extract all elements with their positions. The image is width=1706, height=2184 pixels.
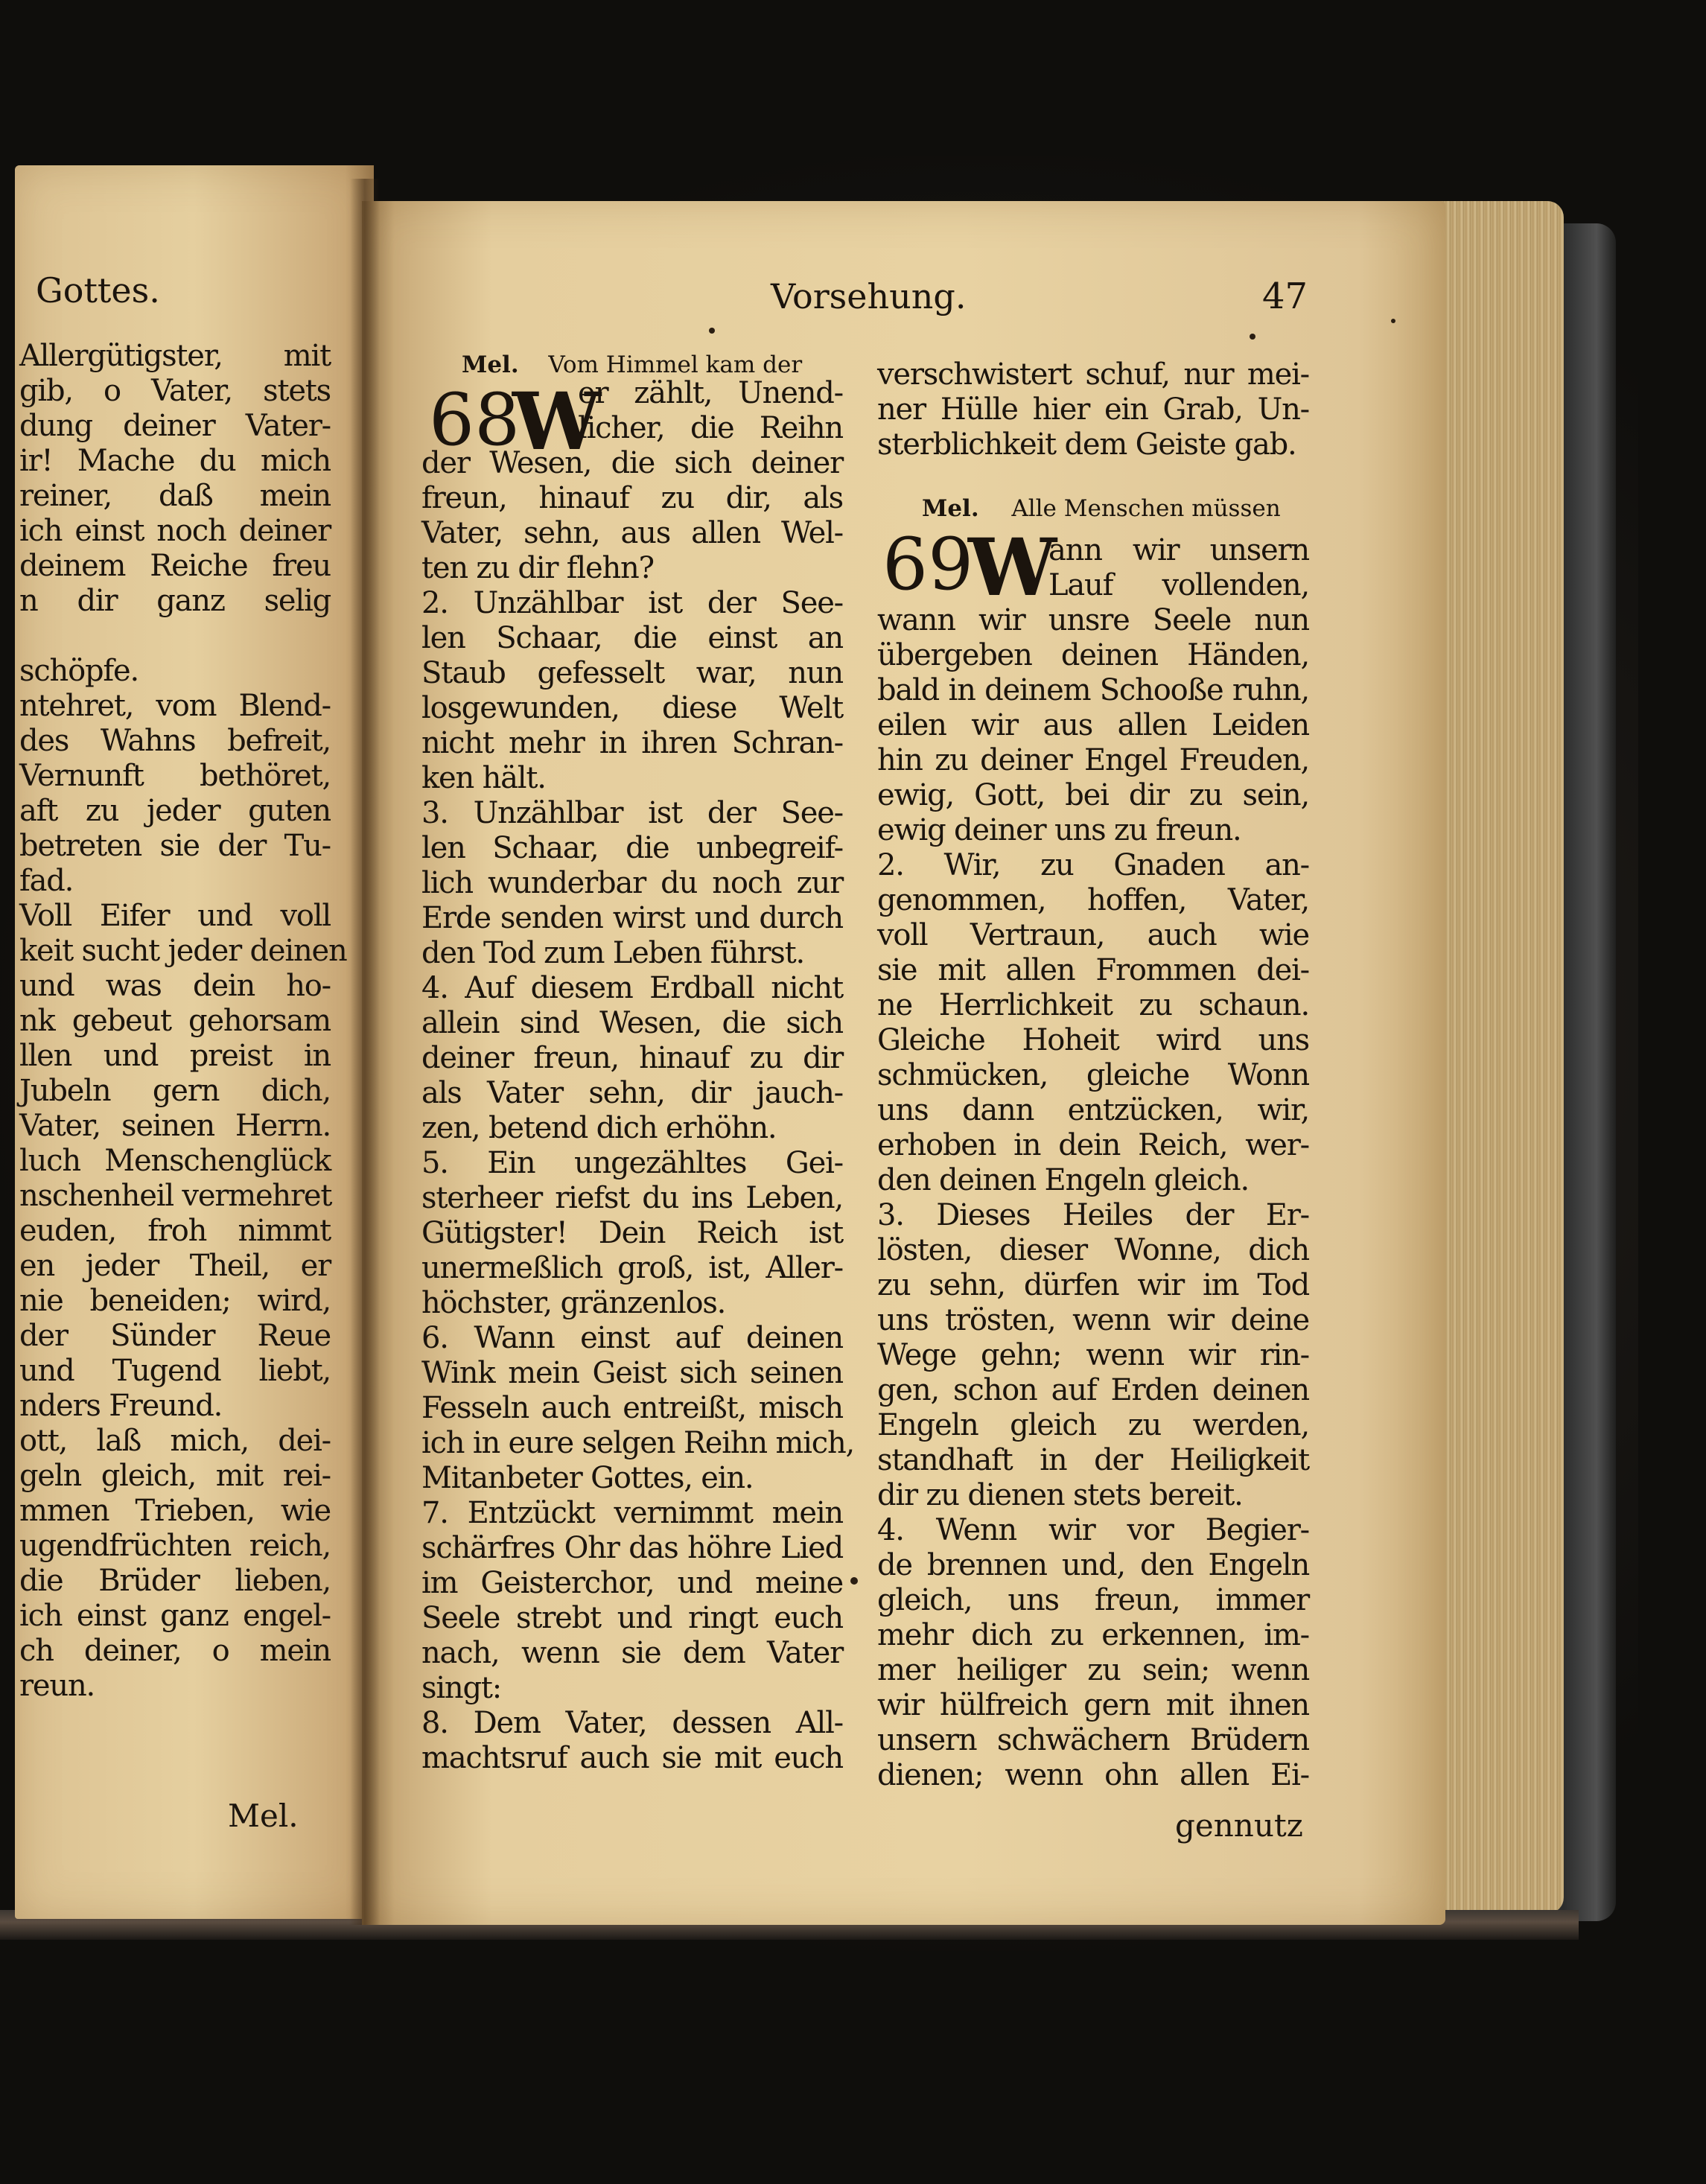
hymn69-line: Engeln gleich zu werden, bbox=[877, 1408, 1309, 1442]
left-page-line: euden, froh nimmt bbox=[19, 1214, 331, 1248]
hymn69-line: eilen wir aus allen Leiden bbox=[877, 708, 1309, 742]
hymn69-line: unsern schwächern Brüdern bbox=[877, 1723, 1309, 1757]
left-page-line: luch Menschenglück bbox=[19, 1144, 331, 1178]
hymn68-line: 6. Wann einst auf deinen bbox=[421, 1321, 843, 1355]
paper-speck bbox=[850, 1577, 858, 1585]
hymn68-line: len Schaar, die einst an bbox=[421, 621, 843, 655]
hymn69-line: sie mit allen Frommen dei- bbox=[877, 953, 1309, 987]
left-page-line: aft zu jeder guten bbox=[19, 794, 331, 828]
hymn69-text bbox=[877, 533, 1309, 1793]
hymn69-line: 3. Dieses Heiles der Er- bbox=[877, 1198, 1309, 1232]
hymn69-line: zu sehn, dürfen wir im Tod bbox=[877, 1268, 1309, 1302]
left-page-line: reiner, daß mein bbox=[19, 479, 331, 513]
hymn69-line: gleich, uns freun, immer bbox=[877, 1583, 1309, 1617]
left-page-line: deinem Reiche freu bbox=[19, 549, 331, 583]
hymn69-line: mer heiliger zu sein; wenn bbox=[877, 1653, 1309, 1687]
hymn68-text bbox=[421, 376, 855, 1776]
left-page-line: llen und preist in bbox=[19, 1039, 331, 1073]
left-page-line: n dir ganz selig bbox=[19, 584, 331, 618]
hymn69-line: voll Vertraun, auch wie bbox=[877, 918, 1309, 952]
hymn68-drop-cap: W bbox=[512, 375, 602, 468]
left-page-line: fad. bbox=[19, 864, 74, 898]
left-page-line: nders Freund. bbox=[19, 1389, 223, 1423]
hymn68-line: singt: bbox=[421, 1671, 502, 1705]
hymn69-melody-line bbox=[922, 494, 1281, 523]
left-page-line: keit sucht jeder deinen bbox=[19, 934, 347, 968]
left-page-line: Allergütigster, mit bbox=[19, 339, 331, 373]
hymn68-line: machtsruf auch sie mit euch bbox=[421, 1741, 843, 1775]
left-page-line: en jeder Theil, er bbox=[19, 1249, 331, 1283]
col2-line: ner Hülle hier ein Grab, Un- bbox=[877, 392, 1309, 427]
left-page-line: des Wahns befreit, bbox=[19, 724, 331, 758]
hymn68-line: den Tod zum Leben führst. bbox=[421, 936, 804, 970]
hymn68-line: schärfres Ohr das höhre Lied bbox=[421, 1531, 843, 1565]
hymn69-line: Lauf vollenden, bbox=[1048, 568, 1309, 602]
hymn68-line: er zählt, Unend- bbox=[578, 376, 843, 410]
left-page-line: reun. bbox=[19, 1669, 95, 1703]
hymn69-line: wir hülfreich gern mit ihnen bbox=[877, 1688, 1309, 1722]
hymn68-line: sterheer riefst du ins Leben, bbox=[421, 1181, 843, 1215]
hymn69-line: Wege gehn; wenn wir rin- bbox=[877, 1338, 1309, 1372]
hymn68-line: nicht mehr in ihren Schran- bbox=[421, 726, 843, 760]
left-page-line: ch deiner, o mein bbox=[19, 1634, 331, 1668]
right-catchword: gennutz bbox=[1175, 1807, 1303, 1844]
hymn68-mel-label: Mel. bbox=[462, 351, 519, 378]
hymn68-line: 3. Unzählbar ist der See- bbox=[421, 796, 843, 830]
left-page-line: Vernunft bethöret, bbox=[19, 759, 331, 793]
left-page-line: und was dein ho- bbox=[19, 969, 331, 1003]
left-page-line: dung deiner Vater- bbox=[19, 409, 331, 443]
hymn69-line: lösten, dieser Wonne, dich bbox=[877, 1233, 1309, 1267]
hymn69-line: genommen, hoffen, Vater, bbox=[877, 883, 1309, 917]
hymn68-line: als Vater sehn, dir jauch- bbox=[421, 1076, 843, 1110]
left-page-line: die Brüder lieben, bbox=[19, 1564, 331, 1598]
left-page-line: gib, o Vater, stets bbox=[19, 374, 331, 408]
left-page-line: ich einst noch deiner bbox=[19, 514, 331, 548]
hymn69-line: gen, schon auf Erden deinen bbox=[877, 1373, 1309, 1407]
hymn69-number: 69 bbox=[882, 523, 974, 606]
hymn68-line: der Wesen, die sich deiner bbox=[421, 446, 843, 480]
book-gutter bbox=[350, 179, 380, 1925]
hymn68-line: Fesseln auch entreißt, misch bbox=[421, 1391, 843, 1425]
hymn68-line: Staub gefesselt war, nun bbox=[421, 656, 843, 690]
left-page-line: Voll Eifer und voll bbox=[19, 899, 331, 933]
left-text-column bbox=[19, 339, 347, 1704]
col2-line: verschwistert schuf, nur mei- bbox=[877, 357, 1309, 392]
paper-speck bbox=[709, 328, 715, 334]
hymn69-line: 2. Wir, zu Gnaden an- bbox=[877, 848, 1309, 882]
hymn69-line: uns dann entzücken, wir, bbox=[877, 1093, 1309, 1127]
hymn68-line: 4. Auf diesem Erdball nicht bbox=[421, 971, 843, 1005]
left-page-line: mmen Trieben, wie bbox=[19, 1494, 331, 1528]
hymn69-mel-text: Alle Menschen müssen bbox=[1011, 495, 1281, 522]
left-page-line: betreten sie der Tu- bbox=[19, 829, 331, 863]
hymn69-line: hin zu deiner Engel Freuden, bbox=[877, 743, 1309, 777]
hymn69-line: bald in deinem Schooße ruhn, bbox=[877, 673, 1309, 707]
left-page-line: nie beneiden; wird, bbox=[19, 1284, 331, 1318]
hymn68-line: Mitanbeter Gottes, ein. bbox=[421, 1461, 754, 1495]
hymn69-line: mehr dich zu erkennen, im- bbox=[877, 1618, 1309, 1652]
hymn68-line: allein sind Wesen, die sich bbox=[421, 1006, 843, 1040]
paper-speck bbox=[1250, 334, 1255, 340]
left-page-line: ntehret, vom Blend- bbox=[19, 689, 331, 723]
left-page-line: nk gebeut gehorsam bbox=[19, 1004, 331, 1038]
hymn68-line: Vater, sehn, aus allen Wel- bbox=[421, 516, 843, 550]
left-page-line: geln gleich, mit rei- bbox=[19, 1459, 331, 1493]
left-page-line: und Tugend liebt, bbox=[19, 1354, 331, 1388]
left-catchword: Mel. bbox=[228, 1798, 299, 1834]
hymn68-line: zen, betend dich erhöhn. bbox=[421, 1111, 777, 1145]
left-page-line: ir! Mache du mich bbox=[19, 444, 331, 478]
left-page-line: nschenheil vermehret bbox=[19, 1179, 332, 1213]
hymn69-line: ewig, Gott, bei dir zu sein, bbox=[877, 778, 1309, 812]
hymn69-line: schmücken, gleiche Wonn bbox=[877, 1058, 1309, 1092]
hymn68-line: unermeßlich groß, ist, Aller- bbox=[421, 1251, 843, 1285]
hymn69-line: uns trösten, wenn wir deine bbox=[877, 1303, 1309, 1337]
hymn69-line: ewig deiner uns zu freun. bbox=[877, 813, 1241, 847]
hymn69-line: ann wir unsern bbox=[1048, 533, 1309, 567]
hymn68-line: ken hält. bbox=[421, 761, 546, 795]
hymn68-line: Seele strebt und ringt euch bbox=[421, 1601, 843, 1635]
hymn69-line: wann wir unsre Seele nun bbox=[877, 603, 1309, 637]
hymn69-line: Gleiche Hoheit wird uns bbox=[877, 1023, 1309, 1057]
hymn68-line: losgewunden, diese Welt bbox=[421, 691, 843, 725]
hymn68-line: deiner freun, hinauf zu dir bbox=[421, 1041, 843, 1075]
hymn69-line: ne Herrlichkeit zu schaun. bbox=[877, 988, 1309, 1022]
paper-speck bbox=[1391, 319, 1395, 323]
hymn69-line: übergeben deinen Händen, bbox=[877, 638, 1309, 672]
hymn69-line: erhoben in dein Reich, wer- bbox=[877, 1128, 1309, 1162]
hymn68-number: 68 bbox=[429, 378, 521, 462]
hymn69-line: de brennen und, den Engeln bbox=[877, 1548, 1309, 1582]
hymn69-line: dir zu dienen stets bereit. bbox=[877, 1478, 1243, 1512]
hymn68-line: Wink mein Geist sich seinen bbox=[421, 1356, 843, 1390]
left-page-line: ugendfrüchten reich, bbox=[19, 1529, 331, 1563]
right-running-head: Vorsehung. bbox=[771, 276, 967, 316]
left-page-line: ich einst ganz engel- bbox=[19, 1599, 331, 1633]
page-block-edge bbox=[1437, 201, 1564, 1914]
hymn69-drop-cap: W bbox=[968, 520, 1057, 614]
hymn68-line: Gütigster! Dein Reich ist bbox=[421, 1216, 843, 1250]
hymn69-line: 4. Wenn wir vor Begier- bbox=[877, 1513, 1309, 1547]
hymn68-line: 5. Ein ungezähltes Gei- bbox=[421, 1146, 843, 1180]
hymn68-line: Erde senden wirst und durch bbox=[421, 901, 843, 935]
left-page-line: der Sünder Reue bbox=[19, 1319, 331, 1353]
col2-line: sterblichkeit dem Geiste gab. bbox=[877, 427, 1296, 462]
hymn69-line: dienen; wenn ohn allen Ei- bbox=[877, 1758, 1309, 1792]
left-page-line bbox=[19, 619, 331, 654]
hymn68-line: ich in eure selgen Reihn mich, bbox=[421, 1426, 855, 1460]
hymn68-line: freun, hinauf zu dir, als bbox=[421, 481, 843, 515]
hymn68-line: ten zu dir flehn? bbox=[421, 551, 654, 585]
left-page-line: schöpfe. bbox=[19, 654, 139, 688]
hymn68-line: len Schaar, die unbegreif- bbox=[421, 831, 843, 865]
hymn68-line: 2. Unzählbar ist der See- bbox=[421, 586, 843, 620]
hymn68-line: nach, wenn sie dem Vater bbox=[421, 1636, 843, 1670]
hymn68-mel-text: Vom Himmel kam der bbox=[548, 351, 803, 378]
hymn69-line: den deinen Engeln gleich. bbox=[877, 1163, 1249, 1197]
hymn68-line: im Geisterchor, und meine bbox=[421, 1566, 843, 1600]
left-page-line: Vater, seinen Herrn. bbox=[19, 1109, 331, 1143]
left-page-line: ott, laß mich, dei- bbox=[19, 1424, 331, 1458]
hymn68-line: 7. Entzückt vernimmt mein bbox=[421, 1496, 843, 1530]
hymn68-line: licher, die Reihn bbox=[578, 411, 843, 445]
hymn69-line: standhaft in der Heiligkeit bbox=[877, 1443, 1309, 1477]
hymn68-line: lich wunderbar du noch zur bbox=[421, 866, 843, 900]
col2-continuation bbox=[877, 357, 1309, 462]
left-page-line: Jubeln gern dich, bbox=[19, 1074, 331, 1108]
hymn68-line: 8. Dem Vater, dessen All- bbox=[421, 1706, 843, 1740]
hymn68-line: höchster, gränzenlos. bbox=[421, 1286, 726, 1320]
hymn69-mel-label: Mel. bbox=[922, 495, 979, 522]
page-number: 47 bbox=[1262, 276, 1308, 317]
left-running-head: Gottes. bbox=[36, 270, 160, 311]
